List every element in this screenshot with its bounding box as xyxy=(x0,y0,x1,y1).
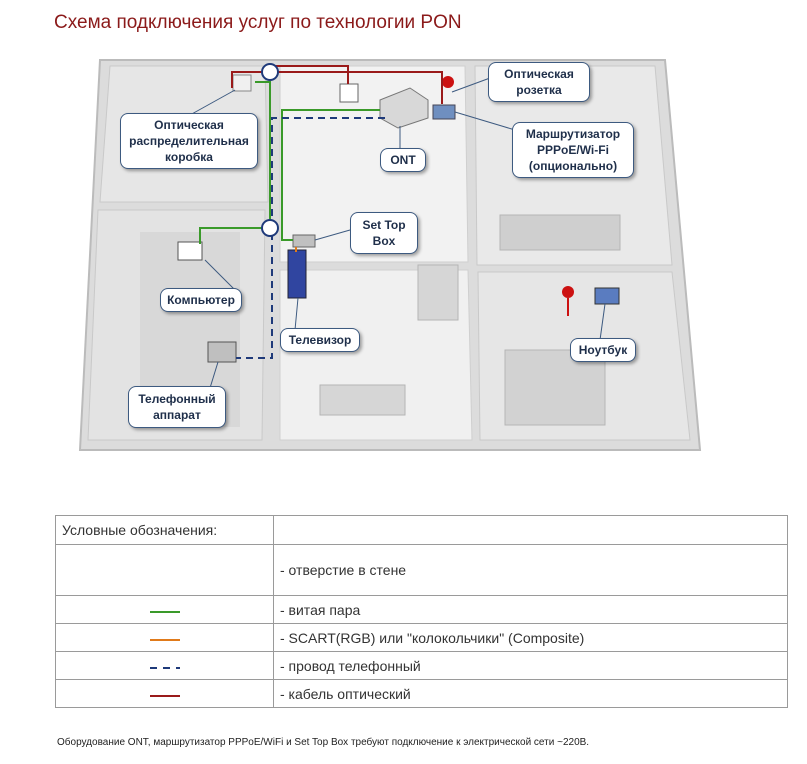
laptop-device xyxy=(595,288,619,304)
bed xyxy=(500,215,620,250)
legend-row xyxy=(56,652,788,680)
callout-router: Маршрутизатор PPPoE/Wi-Fi (опционально) xyxy=(512,122,634,178)
callout-ont: ONT xyxy=(380,148,426,172)
legend-header-empty xyxy=(274,516,788,545)
legend-label: - отверстие в стене xyxy=(274,545,788,596)
socket-device xyxy=(340,84,358,102)
legend-label: - витая пара xyxy=(274,596,788,624)
legend-symbol-optical-cable xyxy=(56,680,274,708)
tv-device xyxy=(288,250,306,298)
callout-computer: Компьютер xyxy=(160,288,242,312)
callout-tv: Телевизор xyxy=(280,328,360,352)
legend-symbol-phone-wire xyxy=(56,652,274,680)
sofa xyxy=(418,265,458,320)
callout-optical-socket: Оптическая розетка xyxy=(488,62,590,102)
couch xyxy=(320,385,405,415)
wall-hole-1 xyxy=(262,64,278,80)
legend-label: - провод телефонный xyxy=(274,652,788,680)
callout-laptop: Ноутбук xyxy=(570,338,636,362)
legend-symbol-wall-hole xyxy=(56,545,274,596)
page-title: Схема подключения услуг по технологии PON xyxy=(54,12,462,33)
settopbox-device xyxy=(293,235,315,247)
legend-row xyxy=(56,596,788,624)
power-note: Оборудование ONT, маршрутизатор PPPoE/WiFi и Set Top Box требуют подключение к электрической сети ~220В. xyxy=(57,737,590,748)
computer-device xyxy=(178,242,202,260)
red-line-icon xyxy=(150,693,180,699)
laptop-wifi-icon xyxy=(562,286,574,298)
green-line-icon xyxy=(150,609,180,615)
legend-table xyxy=(55,515,788,708)
orange-line-icon xyxy=(150,637,180,643)
blue-dashed-line-icon xyxy=(150,665,180,671)
callout-phone: Телефонный аппарат xyxy=(128,386,226,428)
legend-row xyxy=(56,624,788,652)
router-antenna xyxy=(442,76,454,88)
wall-hole-2 xyxy=(262,220,278,236)
phone-device xyxy=(208,342,236,362)
legend-label: - кабель оптический xyxy=(274,680,788,708)
legend-symbol-twisted-pair xyxy=(56,596,274,624)
legend-symbol-scart xyxy=(56,624,274,652)
distribution-box-device xyxy=(233,75,251,91)
legend-row xyxy=(56,545,788,596)
legend-header: Условные обозначения: xyxy=(56,516,274,545)
callout-set-top-box: Set Top Box xyxy=(350,212,418,254)
legend-header-row xyxy=(56,516,788,545)
router-device xyxy=(433,105,455,119)
legend-label: - SCART(RGB) или "колокольчики" (Composite) xyxy=(274,624,788,652)
legend-row xyxy=(56,680,788,708)
callout-optical-box: Оптическая распределительная коробка xyxy=(120,113,258,169)
